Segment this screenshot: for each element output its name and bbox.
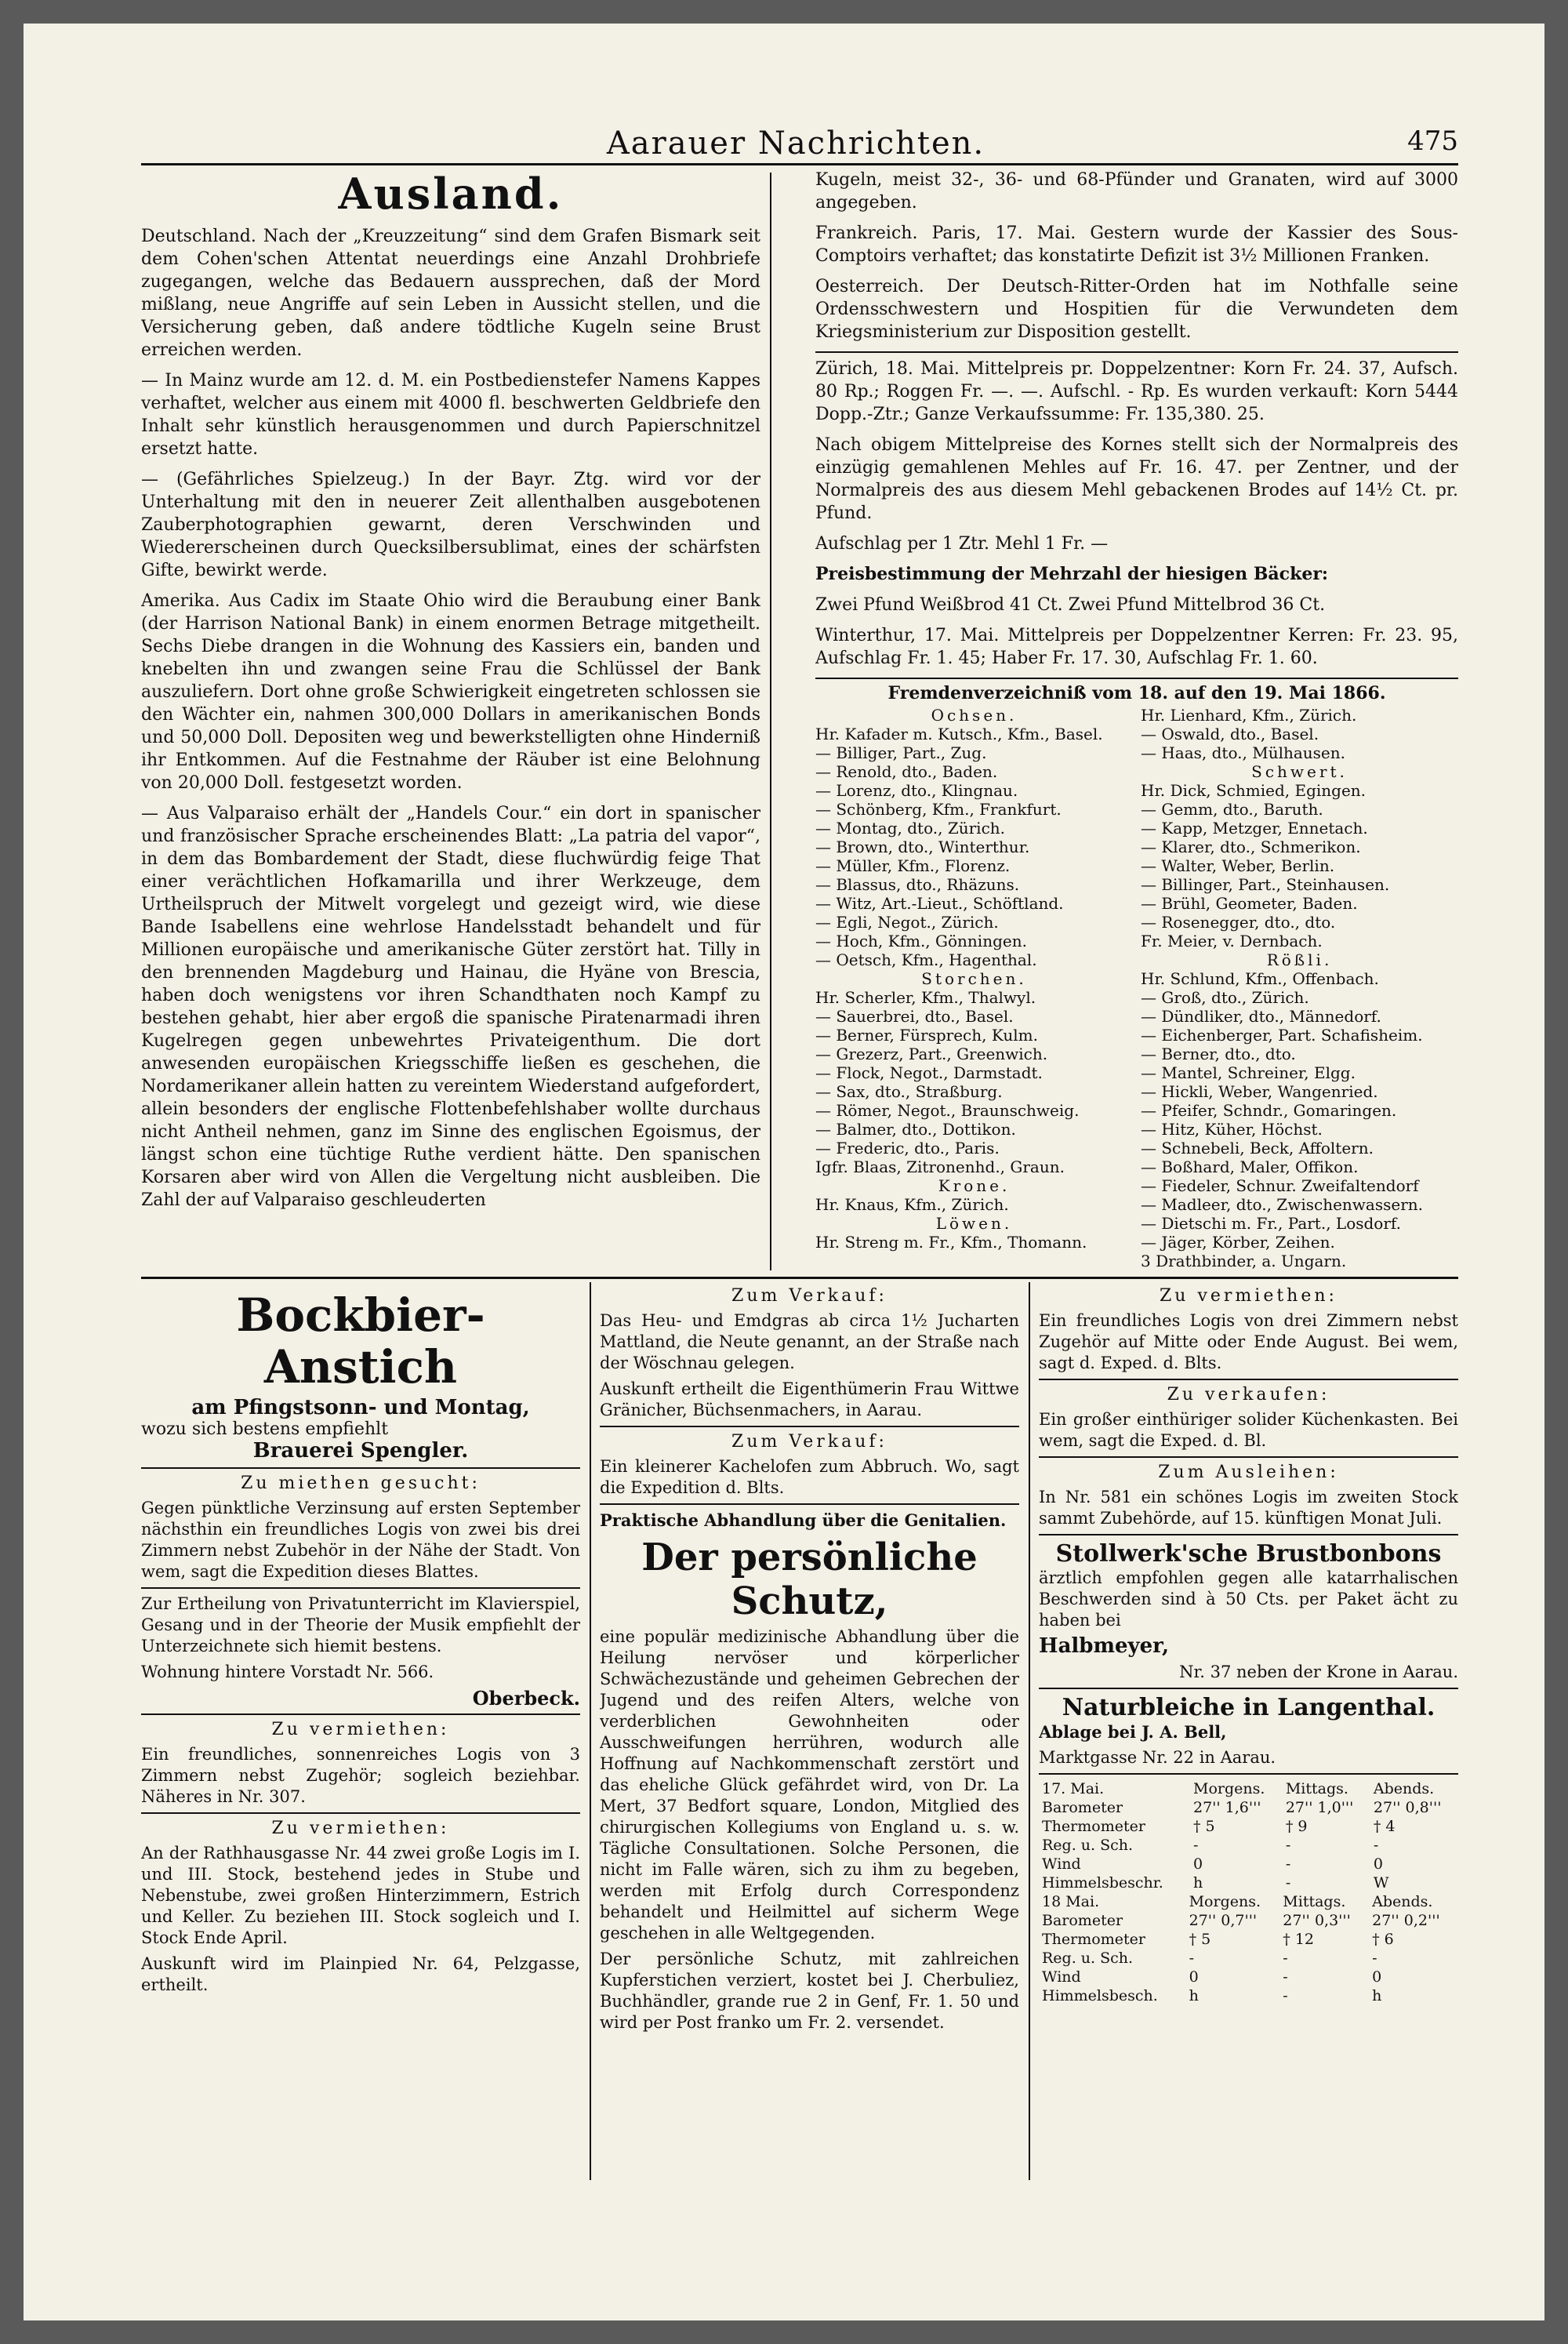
weather-cell: † 12 — [1283, 1931, 1314, 1948]
weather-cell: - — [1283, 1968, 1288, 1986]
ad-signature: Oberbeck. — [472, 1687, 580, 1710]
weather-header-cell: Morgens. — [1189, 1893, 1261, 1910]
weather-cell: 0 — [1189, 1968, 1199, 1986]
ads-column-3 — [1039, 1286, 1458, 2180]
ad-text: Ein freundliches Logis von drei Zimmern nebst Zugehör auf Mitte oder Ende August. Bei wem, sagt d. Exped. d. Blts. — [1039, 1311, 1458, 1372]
guest-entry: Hr. Kafader m. Kutsch., Kfm., Basel. — [815, 725, 1103, 743]
ad-heading: Zu verkaufen: — [1167, 1385, 1330, 1405]
fremden-left — [815, 706, 1133, 1270]
page-number: 475 — [1407, 125, 1458, 157]
guest-entry: Hr. Schlund, Kfm., Offenbach. — [1141, 969, 1379, 988]
ad-heading: Zu vermiethen: — [271, 1720, 450, 1739]
guest-entry: — Groß, dto., Zürich. — [1141, 988, 1309, 1007]
hotel-heading: Krone. — [938, 1176, 1011, 1195]
news-paragraph: Kugeln, meist 32-, 36- und 68-Pfünder und Granaten, wird auf 3000 angegeben. — [815, 170, 1458, 213]
ad-text: Ein kleinerer Kachelofen zum Abbruch. Wo, sagt die Expedition d. Blts. — [600, 1457, 1019, 1497]
weather-day — [1039, 1892, 1458, 2005]
ad-text: Auskunft wird im Plainpied Nr. 64, Pelzgasse, ertheilt. — [141, 1954, 580, 1994]
ad-text: Auskunft ertheilt die Eigenthümerin Frau Wittwe Gränicher, Büchsenmachers, in Aarau. — [600, 1379, 1019, 1419]
ad-heading: Zu vermiethen: — [1160, 1286, 1338, 1306]
weather-cell: 27'' 1,6''' — [1192, 1799, 1261, 1816]
weather-header-cell: 17. Mai. — [1042, 1780, 1105, 1797]
weather-cell: Barometer — [1042, 1799, 1123, 1816]
divider — [141, 1713, 580, 1715]
ad-text: Marktgasse Nr. 22 in Aarau. — [1039, 1748, 1276, 1767]
weather-header-cell: Abends. — [1372, 1893, 1433, 1910]
ad-text: Der persönliche Schutz, mit zahlreichen Kupferstichen verziert, kostet bei J. Cherbuliez, Buchhändler, grande rue 2 in Genf, Fr. 1. 50 und wird per Post franko um Fr. 2. versendet. — [600, 1950, 1019, 2032]
divider — [600, 1503, 1019, 1505]
market-paragraph: Zürich, 18. Mai. Mittelpreis pr. Doppelzentner: Korn Fr. 24. 37, Aufsch. 80 Rp.; Roggen Fr. —. —. Aufschl. - Rp. Es wurden verkauft: Korn 5444 Dopp.-Ztr.; Ganze Verkaufssumme: Fr. 135,380. 25. — [815, 359, 1458, 424]
ad-text: Nr. 37 neben der Krone in Aarau. — [1179, 1663, 1458, 1681]
weather-cell: 0 — [1372, 1968, 1382, 1986]
hotel-heading: Storchen. — [921, 969, 1027, 988]
divider — [815, 678, 1458, 679]
bockbier-name: Brauerei Spengler. — [252, 1439, 469, 1463]
divider — [1039, 1456, 1458, 1458]
masthead-rule — [141, 163, 1458, 165]
guest-entry: — Sax, dto., Straßburg. — [815, 1082, 1003, 1101]
weather-cell: 27'' 1,0''' — [1285, 1799, 1354, 1816]
guest-entry: — Billinger, Part., Steinhausen. — [1141, 875, 1390, 894]
weather-cell: Wind — [1042, 1968, 1081, 1986]
guest-entry: — Brühl, Geometer, Baden. — [1141, 894, 1358, 913]
ad-signature: Halbmeyer, — [1039, 1634, 1170, 1658]
ad-heading: Zu miethen gesucht: — [241, 1474, 481, 1493]
section-rule — [141, 1277, 1458, 1279]
hotel-heading: Rößli. — [1266, 950, 1333, 969]
ad-text: Gegen pünktliche Verzinsung auf ersten September nächsthin ein freundliches Logis von zwei bis drei Zimmern nebst Zubehör in der Nähe der Stadt. Von wem, sagt die Expedition dieses Blattes. — [141, 1499, 580, 1581]
column-divider — [1029, 1282, 1030, 2180]
weather-cell: 27'' 0,8''' — [1373, 1799, 1442, 1816]
divider — [1039, 1688, 1458, 1689]
weather-cell: W — [1373, 1874, 1389, 1892]
news-paragraph: Amerika. Aus Cadix im Staate Ohio wird die Beraubung einer Bank (der Harrison National Bank) in einem enormen Betrage mitgetheilt. Sechs Diebe drangen in die Wohnung des Kassiers ein, banden und knebelten ihn und zwangen seine Frau die Schlüssel der Bank auszuliefern. Dort ohne große Schwierigkeit eingetreten schlossen sie den Wächter ein, nahmen 300,000 Dollars in amerikanischen Bonds und 50,000 Doll. Depositen weg und bewerkstelligten ohne Hinderniß ihr Entkommen. Auf die Festnahme der Räuber ist eine Belohnung von 20,000 Doll. festgesetzt worden. — [141, 591, 760, 793]
news-paragraph: — In Mainz wurde am 12. d. M. ein Postbedienstefer Namens Kappes verhaftet, welcher aus einem mit 4000 fl. beschwerten Geldbriefe den Inhalt sehr künstlich herausgenommen und durch Papierschnitzel ersetzt hatte. — [141, 371, 760, 459]
guest-entry: — Flock, Negot., Darmstadt. — [815, 1063, 1043, 1082]
guest-entry: — Boßhard, Maler, Offikon. — [1141, 1157, 1359, 1176]
stollwerk-title: Stollwerk'sche Brustbonbons — [1055, 1540, 1442, 1568]
guest-entry: — Blassus, dto., Rhäzuns. — [815, 875, 1020, 894]
guest-entry: — Madleer, dto., Zwischenwassern. — [1141, 1195, 1423, 1214]
divider — [141, 1812, 580, 1814]
ad-heading: Zu vermiethen: — [271, 1819, 450, 1838]
guest-entry: Hr. Knaus, Kfm., Zürich. — [815, 1195, 1009, 1214]
guest-entry: — Eichenberger, Part. Schafisheim. — [1141, 1026, 1423, 1045]
weather-cell: h — [1192, 1874, 1203, 1892]
news-paragraph: Deutschland. Nach der „Kreuzzeitung“ sind dem Grafen Bismark seit dem Cohen'schen Attentat neuerdings eine Anzahl Drohbriefe zugegangen, welche das Bedauern aussprechen, daß der Mord mißlang, neue Angriffe auf sein Leben in Aussicht stellen, und die Versicherung geben, daß andere tödtliche Kugeln seine Brust erreichen werden. — [141, 227, 760, 360]
divider — [1039, 1773, 1458, 1775]
weather-cell: † 6 — [1372, 1931, 1394, 1948]
fremden-list — [815, 684, 1458, 1270]
guest-entry: — Oetsch, Kfm., Hagenthal. — [815, 950, 1037, 969]
weather-cell: - — [1372, 1950, 1377, 1967]
fremden-right — [1141, 706, 1458, 1270]
ad-pre: Praktische Abhandlung über die Genitalien. — [600, 1510, 1007, 1530]
guest-entry: Hr. Streng m. Fr., Kfm., Thomann. — [815, 1233, 1087, 1252]
hotel-heading: Löwen. — [935, 1214, 1013, 1233]
divider — [1039, 1534, 1458, 1535]
weather-cell: 27'' 0,2''' — [1372, 1912, 1440, 1929]
guest-entry: — Berner, dto., dto. — [1141, 1045, 1296, 1063]
ad-text: In Nr. 581 ein schönes Logis im zweiten Stock sammt Zubehörde, auf 15. künftigen Monat Juli. — [1039, 1488, 1458, 1528]
weather-cell: - — [1285, 1837, 1291, 1854]
guest-entry: Hr. Dick, Schmied, Egingen. — [1141, 781, 1367, 800]
weather-cell: Himmelsbesch. — [1042, 1987, 1158, 2004]
divider — [815, 351, 1458, 353]
ad-heading: Zum Verkauf: — [731, 1432, 887, 1452]
guest-entry: — Dündliker, dto., Männedorf. — [1141, 1007, 1381, 1026]
market-paragraph: Zwei Pfund Weißbrod 41 Ct. Zwei Pfund Mittelbrod 36 Ct. — [815, 595, 1326, 615]
guest-entry: — Haas, dto., Mülhausen. — [1141, 743, 1346, 762]
naturbleiche-title: Naturbleiche in Langenthal. — [1062, 1694, 1436, 1721]
weather-cell: Himmelsbeschr. — [1042, 1874, 1163, 1892]
news-paragraph: — (Gefährliches Spielzeug.) In der Bayr. Ztg. wird vor der Unterhaltung mit den in neuerer Zeit allenthalben ausgebotenen Zauberphotographien gewarnt, deren Verschwinden und Wiedererscheinen durch Quecksilbersublimat, eines der schärfsten Gifte, bewirkt werde. — [141, 470, 760, 580]
ad-text: Das Heu- und Emdgras ab circa 1½ Jucharten Mattland, die Neute genannt, an der Straße nach der Wöschnau gelegen. — [600, 1311, 1019, 1372]
hotel-heading: Ochsen. — [931, 706, 1018, 725]
weather-cell: 0 — [1192, 1855, 1203, 1873]
masthead — [133, 118, 1458, 165]
ausland-column — [141, 169, 760, 1274]
ad-text: An der Rathhausgasse Nr. 44 zwei große Logis im I. und III. Stock, bestehend jedes in Stube und Nebenstube, zwei großen Hinterzimmern, Estrich und Keller. Zu beziehen III. Stock sogleich und I. Stock Ende April. — [141, 1844, 580, 1947]
weather-cell: - — [1192, 1837, 1199, 1854]
ad-text: Ein freundliches, sonnenreiches Logis von 3 Zimmern nebst Zugehör; sogleich beziehbar. Näheres in Nr. 307. — [141, 1745, 580, 1806]
guest-entry: — Rosenegger, dto., dto. — [1141, 913, 1336, 932]
guest-entry: — Kapp, Metzger, Ennetach. — [1141, 819, 1368, 838]
right-news-column — [815, 169, 1458, 1274]
news-paragraph: Oesterreich. Der Deutsch-Ritter-Orden hat im Nothfalle seine Ordensschwestern und Hospitien für die Verwundeten dem Kriegsministerium zur Disposition gestellt. — [815, 277, 1458, 342]
guest-entry: — Brown, dto., Winterthur. — [815, 838, 1030, 856]
divider — [1039, 1379, 1458, 1380]
weather-cell: 27'' 0,7''' — [1189, 1912, 1258, 1929]
ad-text: Zur Ertheilung von Privatunterricht im Klavierspiel, Gesang und in der Theorie der Musik empfiehlt der Unterzeichnete sich hiemit bestens. — [141, 1594, 580, 1655]
divider — [141, 1587, 580, 1589]
guest-entry: — Klarer, dto., Schmerikon. — [1141, 838, 1361, 856]
guest-entry: — Grezerz, Part., Greenwich. — [815, 1045, 1048, 1063]
bockbier-title: Bockbier-Anstich — [236, 1288, 485, 1394]
guest-entry: Hr. Scherler, Kfm., Thalwyl. — [815, 988, 1036, 1007]
weather-cell: † 5 — [1192, 1818, 1215, 1835]
bockbier-sub: am Pfingstsonn- und Montag, — [191, 1396, 530, 1419]
guest-entry: — Frederic, dto., Paris. — [815, 1139, 1000, 1157]
weather-cell: - — [1285, 1874, 1291, 1892]
fremden-title: Fremdenverzeichniß vom 18. auf den 19. Mai 1866. — [887, 683, 1386, 703]
guest-entry: — Gemm, dto., Baruth. — [1141, 800, 1323, 819]
ad-text: Wohnung hintere Vorstadt Nr. 566. — [141, 1663, 434, 1681]
weather-day — [1039, 1779, 1458, 1892]
weather-cell: h — [1189, 1987, 1199, 2004]
weather-cell: † 9 — [1285, 1818, 1308, 1835]
ausland-heading: Ausland. — [338, 169, 564, 219]
guest-entry: — Billiger, Part., Zug. — [815, 743, 987, 762]
ad-heading: Zum Verkauf: — [731, 1286, 887, 1306]
weather-cell: Barometer — [1042, 1912, 1123, 1929]
news-paragraph: Frankreich. Paris, 17. Mai. Gestern wurde der Kassier des Sous-Comptoirs verhaftet; das konstatirte Defizit ist 3½ Millionen Franken. — [815, 223, 1458, 266]
guest-entry: — Egli, Negot., Zürich. — [815, 913, 999, 932]
market-paragraph: Preisbestimmung der Mehrzahl der hiesigen Bäcker: — [815, 564, 1329, 584]
masthead-title: Aarauer Nachrichten. — [606, 125, 985, 162]
ad-text: eine populär medizinische Abhandlung über die Heilung nervöser und körperlicher Schwächezustände und geheimen Gebrechen der Jugend und des reifen Alters, welche von verderblichen Gewohnheiten oder Ausschweifungen herrühren, wodurch alle Hoffnung auf Nachkommenschaft zerstört und das eheliche Glück gefährdet wird, von Dr. La Mert, 37 Bedfort square, London, Mitglied des chirurgischen Kollegiums von England u. s. w. Tägliche Consultationen. Solche Personen, die nicht im Falle wären, sich zu ihm zu begeben, werden mit Erfolg durch Correspondenz behandelt und Heilmittel auf sicherm Wege geschehen in alle Weltgegenden. — [600, 1627, 1019, 1942]
market-paragraph: Nach obigem Mittelpreise des Kornes stellt sich der Normalpreis des einzügig gemahlenen Mehles auf Fr. 16. 47. per Zentner, und der Normalpreis des aus diesem Mehl gebackenen Brodes auf 14½ Ct. pr. Pfund. — [815, 435, 1458, 523]
guest-entry: — Schnebeli, Beck, Affoltern. — [1141, 1139, 1374, 1157]
weather-cell: 0 — [1373, 1855, 1383, 1873]
weather-cell: - — [1283, 1987, 1288, 2004]
ad-heading: Zum Ausleihen: — [1158, 1463, 1339, 1482]
ad-text: Ein großer einthüriger solider Küchenkasten. Bei wem, sagt die Exped. d. Bl. — [1039, 1410, 1458, 1450]
hotel-heading: Schwert. — [1251, 762, 1348, 781]
weather-header-cell: Abends. — [1373, 1780, 1435, 1797]
weather-header-cell: Mittags. — [1283, 1893, 1346, 1910]
guest-entry: — Witz, Art.-Lieut., Schöftland. — [815, 894, 1064, 913]
guest-entry: — Hoch, Kfm., Gönningen. — [815, 932, 1027, 950]
newspaper-page — [24, 24, 1544, 2320]
guest-entry: Igfr. Blaas, Zitronenhd., Graun. — [815, 1157, 1065, 1176]
guest-entry: — Montag, dto., Zürich. — [815, 819, 1006, 838]
guest-entry: — Oswald, dto., Basel. — [1141, 725, 1319, 743]
guest-entry: 3 Drathbinder, a. Ungarn. — [1141, 1252, 1347, 1270]
guest-entry: — Müller, Kfm., Florenz. — [815, 856, 1011, 875]
ad-text: Ablage bei J. A. Bell, — [1039, 1722, 1227, 1742]
ads-column-2 — [600, 1286, 1019, 2180]
weather-cell: Wind — [1042, 1855, 1081, 1873]
column-divider — [770, 173, 771, 1270]
market-paragraph: Winterthur, 17. Mai. Mittelpreis per Doppelzentner Kerren: Fr. 23. 95, Aufschlag Fr. 1. 45; Haber Fr. 17. 30, Aufschlag Fr. 1. 60. — [815, 626, 1458, 668]
guest-entry: — Renold, dto., Baden. — [815, 762, 998, 781]
weather-cell: - — [1189, 1950, 1195, 1967]
guest-entry: Fr. Meier, v. Dernbach. — [1141, 932, 1323, 950]
market-paragraph: Aufschlag per 1 Ztr. Mehl 1 Fr. — — [815, 534, 1109, 554]
weather-cell: Reg. u. Sch. — [1042, 1950, 1134, 1967]
bockbier-line: wozu sich bestens empfiehlt — [141, 1419, 389, 1439]
weather-cell: - — [1283, 1950, 1288, 1967]
guest-entry: — Schönberg, Kfm., Frankfurt. — [815, 800, 1062, 819]
weather-cell: - — [1373, 1837, 1379, 1854]
guest-entry: — Pfeifer, Schndr., Gomaringen. — [1141, 1101, 1397, 1120]
weather-cell: 27'' 0,3''' — [1283, 1912, 1351, 1929]
guest-entry: — Fiedeler, Schnur. Zweifaltendorf — [1141, 1176, 1419, 1195]
guest-entry: — Walter, Weber, Berlin. — [1141, 856, 1335, 875]
weather-cell: - — [1285, 1855, 1291, 1873]
weather-cell: h — [1372, 1987, 1382, 2004]
weather-cell: Thermometer — [1042, 1931, 1145, 1948]
weather-cell: † 4 — [1373, 1818, 1396, 1835]
guest-entry: — Römer, Negot., Braunschweig. — [815, 1101, 1080, 1120]
weather-cell: Reg. u. Sch. — [1042, 1837, 1134, 1854]
divider — [600, 1426, 1019, 1427]
weather-cell: Thermometer — [1042, 1818, 1145, 1835]
guest-entry: — Berner, Fürsprech, Kulm. — [815, 1026, 1038, 1045]
weather-header-cell: Morgens. — [1192, 1780, 1265, 1797]
schutz-title: Der persönliche Schutz, — [641, 1535, 978, 1623]
guest-entry: — Dietschi m. Fr., Part., Losdorf. — [1141, 1214, 1401, 1233]
guest-entry: — Hickli, Weber, Wangenried. — [1141, 1082, 1378, 1101]
guest-entry: — Lorenz, dto., Klingnau. — [815, 781, 1018, 800]
news-paragraph: — Aus Valparaiso erhält der „Handels Cour.“ ein dort in spanischer und französischer Sprache erscheinendes Blatt: „La patria del vapor“, in dem das Bombardement der Stadt, diese fluchwürdig feige That einer verächtlichen Hofkamarilla und ihrer Werkzeuge, dem Urtheilspruch der Mitwelt vorgelegt und gezeigt wird, wie diese Bande Isabellens eine wehrlose Handelsstadt behandelt und für Millionen europäische und amerikanische Güter zerstört hat. Tilly in den brennenden Magdeburg und Hainau, die Hyäne von Brescia, haben doch wenigstens vor ihren Schandthaten noch Kampf zu bestehen gehabt, hier aber ergoß die spanische Piratenarmadi ihren Kugelregen gegen unbewehrtes Privateigenthum. Die dort anwesenden europäischen Kriegsschiffe ließen es geschehen, die Nordamerikaner allein hatten zu vereintem Wiederstand aufgefordert, allein besonders der englische Flottenbefehlshaber wollte durchaus nicht Antheil nehmen, ganz im Sinne des englischen Egoismus, der längst schon eine tüchtige Ruthe verdient hätte. Den spanischen Korsaren aber wird von Allen die Vergeltung nicht ausbleiben. Die Zahl der auf Valparaiso geschleuderten — [141, 804, 760, 1210]
weather-cell: † 5 — [1189, 1931, 1211, 1948]
guest-entry: — Jäger, Körber, Zeihen. — [1141, 1233, 1335, 1252]
guest-entry: Hr. Lienhard, Kfm., Zürich. — [1141, 706, 1357, 725]
column-divider — [590, 1282, 591, 2180]
ad-text: ärztlich empfohlen gegen alle katarrhalischen Beschwerden sind à 50 Cts. per Paket ächt zu haben bei — [1039, 1568, 1458, 1630]
weather-table — [1039, 1779, 1458, 2005]
weather-header-cell: 18 Mai. — [1042, 1893, 1100, 1910]
guest-entry: — Mantel, Schreiner, Elgg. — [1141, 1063, 1356, 1082]
weather-header-cell: Mittags. — [1285, 1780, 1348, 1797]
guest-entry: — Balmer, dto., Dottikon. — [815, 1120, 1016, 1139]
divider — [141, 1467, 580, 1469]
ads-column-1 — [141, 1286, 580, 2180]
guest-entry: — Hitz, Küher, Höchst. — [1141, 1120, 1323, 1139]
guest-entry: — Sauerbrei, dto., Basel. — [815, 1007, 1014, 1026]
